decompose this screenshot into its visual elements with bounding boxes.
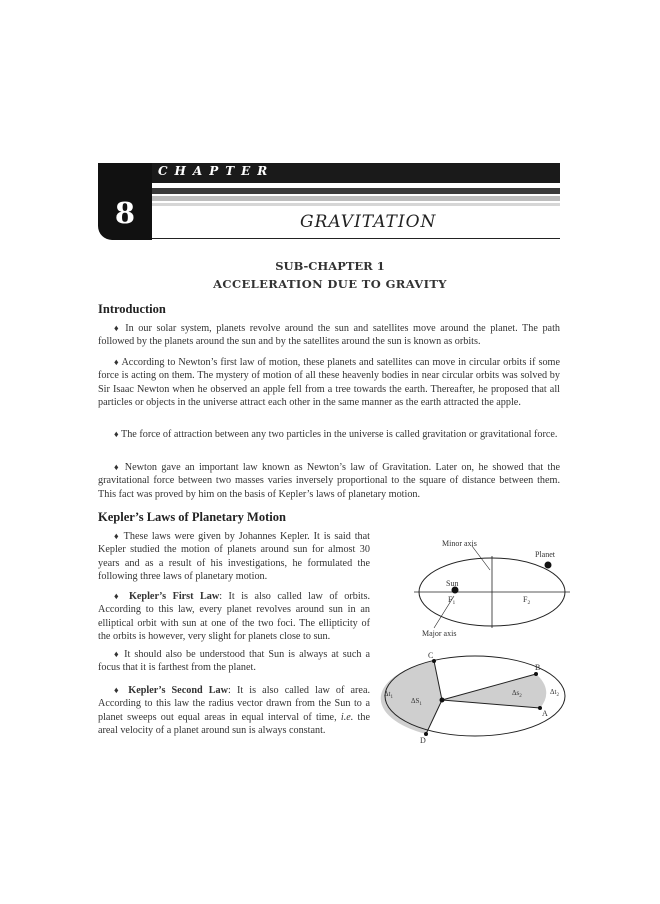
label-b: B bbox=[535, 663, 541, 672]
bullet-icon: ♦ bbox=[114, 429, 119, 439]
dt2-text: Δt bbox=[550, 688, 557, 696]
chapter-number: 8 bbox=[114, 196, 136, 230]
focus-2-label bbox=[523, 595, 530, 606]
equal-areas-figure bbox=[380, 648, 570, 743]
second-law-text-end: the areal velocity of a planet around sun is always constant. bbox=[98, 711, 370, 737]
sun-focus-dot bbox=[440, 698, 445, 703]
point-b bbox=[534, 672, 538, 676]
focus-1-sub: 1 bbox=[452, 600, 456, 606]
first-law-text: : It is also called law of orbits. According to this law, every planet revolves around sun in an elliptical orbit with sun at one of the two foci. The ellipticity of the orbits is however, very slight for planets close to sun. bbox=[98, 591, 371, 643]
kepler-heading: Kepler’s Laws of Planetary Motion bbox=[98, 510, 286, 524]
bullet-icon: ♦ bbox=[114, 462, 121, 472]
intro-paragraph bbox=[98, 461, 560, 501]
intro-paragraph-text: According to Newton’s first law of motion, these planets and satellites can move in circular orbits if some force is acting on them. The mystery of motion of all these heavenly bodies in near circular orbits was solved by Sir Isaac Newton when he observed an apple fell from a tree towards the earth. Thereafter, he proposed that all particles or objects in the universe attract each other in the same manner as the earth attracted the apple. bbox=[98, 357, 560, 409]
chapter-word: CHAPTER bbox=[158, 164, 275, 178]
bullet-icon: ♦ bbox=[114, 323, 121, 333]
area-delta-s2 bbox=[442, 674, 546, 708]
subchapter-title: ACCELERATION DUE TO GRAVITY bbox=[213, 277, 447, 291]
banner-stripe-dark bbox=[152, 188, 560, 194]
chapter-title: GRAVITATION bbox=[300, 212, 437, 232]
ds1-text: ΔS bbox=[411, 697, 420, 705]
bullet-icon: ♦ bbox=[114, 591, 123, 601]
intro-paragraph-text: In our solar system, planets revolve around the sun and satellites move around the planet. The path followed by the planets around the sun and by the satellites around the sun is known as orbits. bbox=[98, 323, 560, 348]
kepler-intro-text: These laws were given by Johannes Kepler. It is said that Kepler studied the motion of planets around sun for almost 30 years and as a result of his investigations, he formulated the following three laws of planetary motion. bbox=[98, 531, 370, 583]
first-law-paragraph bbox=[98, 590, 370, 644]
ds1-sub: 1 bbox=[419, 702, 422, 707]
planet-dot bbox=[545, 562, 552, 569]
label-c: C bbox=[428, 651, 434, 660]
intro-paragraph bbox=[98, 428, 560, 441]
label-a: A bbox=[542, 709, 548, 718]
intro-paragraph-text: The force of attraction between any two particles in the universe is called gravitation or gravitational force. bbox=[120, 429, 558, 440]
focus-2-letter: F bbox=[523, 595, 528, 604]
second-law-ie: i.e. bbox=[340, 711, 354, 723]
orbit-ellipse-figure bbox=[410, 532, 575, 640]
introduction-heading: Introduction bbox=[98, 302, 166, 316]
focus-text: It should also be understood that Sun is always at such a focus that it is farthest from the planet. bbox=[98, 649, 371, 674]
bullet-icon: ♦ bbox=[114, 685, 123, 695]
major-axis-label: Major axis bbox=[422, 629, 457, 638]
banner-stripe-grey bbox=[152, 196, 560, 201]
ds2-text: Δs bbox=[512, 689, 520, 697]
focus-1-letter: F bbox=[448, 595, 453, 604]
focus-2-sub: 2 bbox=[527, 600, 531, 606]
first-law-label: Kepler’s First Law bbox=[128, 591, 220, 602]
second-law-label: Kepler’s Second Law bbox=[128, 685, 229, 696]
planet-label: Planet bbox=[535, 550, 555, 559]
ds2-sub: 2 bbox=[519, 694, 522, 699]
intro-paragraph bbox=[98, 322, 560, 349]
dt1-text: Δt bbox=[384, 690, 391, 698]
title-rule bbox=[152, 238, 560, 239]
intro-paragraph bbox=[98, 356, 560, 410]
kepler-intro-paragraph bbox=[98, 530, 370, 584]
minor-axis-label: Minor axis bbox=[442, 539, 477, 548]
bullet-icon: ♦ bbox=[114, 531, 120, 541]
second-law-paragraph bbox=[98, 684, 370, 738]
focus-paragraph bbox=[98, 648, 370, 675]
banner-stripe-light bbox=[152, 203, 560, 206]
dt1-sub: 1 bbox=[390, 695, 393, 700]
subchapter-label: SUB-CHAPTER 1 bbox=[275, 259, 385, 273]
intro-paragraph-text: Newton gave an important law known as Newton’s law of Gravitation. Later on, he showed that the gravitational force between two masses varies inversely proportional to the square of distance between them. This fact was proved by him on the basis of Kepler’s laws of planetary motion. bbox=[98, 462, 560, 500]
label-dt2 bbox=[550, 688, 559, 698]
second-law-text: : It is also called law of area. According to this law the radius vector drawn from the Sun to a planet sweeps out equal areas in equal interval of time, bbox=[98, 685, 371, 723]
label-d: D bbox=[420, 736, 426, 743]
dt2-sub: 2 bbox=[556, 693, 559, 698]
bullet-icon: ♦ bbox=[114, 649, 121, 659]
bullet-icon: ♦ bbox=[114, 357, 120, 367]
sun-label: Sun bbox=[446, 579, 459, 588]
